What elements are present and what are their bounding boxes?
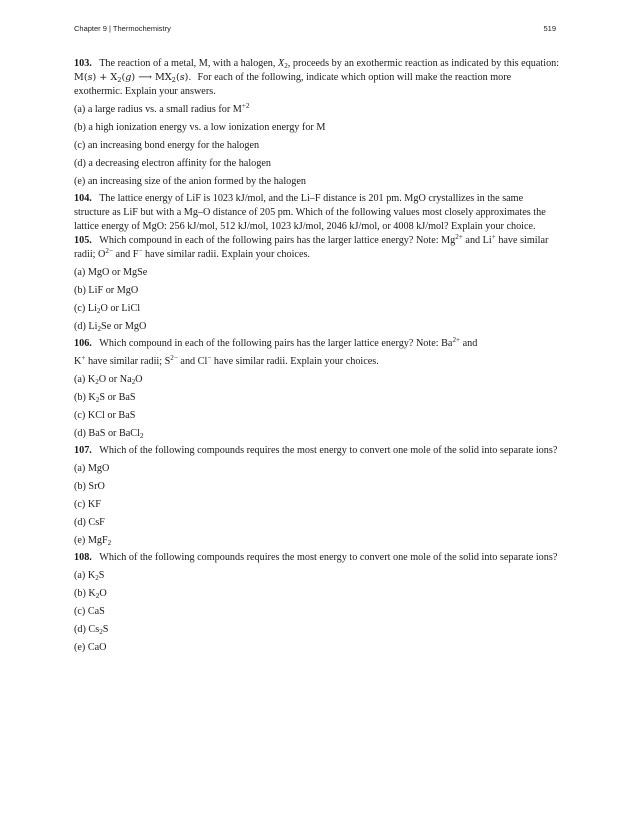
option-103c: (c) an increasing bond energy for the halogen [74, 140, 260, 151]
option-107e: (e) MgF$_2$ [74, 535, 112, 547]
question-number: 106. [74, 338, 92, 349]
option-107d: (d) CsF [74, 517, 105, 528]
option-105b: (b) LiF or MgO [74, 285, 139, 296]
question-number: 107. [74, 445, 92, 456]
option-105d: (d) $Li_2Se$ or MgO [74, 321, 147, 333]
page-header [72, 24, 558, 38]
option-107a: (a) MgO [74, 463, 110, 474]
question-106: 106. Which compound in each of the following pairs has the larger lattice energy? Note: $Ba^{2+}$ and [74, 336, 478, 349]
question-104 [74, 192, 560, 234]
option-108e: (e) CaO [74, 642, 107, 653]
question-108 [74, 551, 560, 565]
question-text: The reaction of a metal, M, with a halogen, [99, 58, 276, 69]
option-103d: (d) a decreasing electron affinity for the halogen [74, 158, 271, 169]
option-108d: (d) $Cs_2S$ [74, 624, 109, 636]
question-103: 103. The reaction of a metal, M, with a halogen, $X_2$, proceeds by an exothermic reaction as indicated by this equation: $M(s) + X_2(g)$ ⟶ $MX_2(s)$. For each of the following, indicate which option will make the reaction more exothermic. Explain your answers. [74, 58, 560, 97]
question-105: 105. Which compound in each of the following pairs has the larger lattice energy? Note: $Mg^{2+}$ and Li+ have similar radii; $O^{2-}$ and F− have similar radii. Explain your choices. [74, 233, 549, 260]
question-text: The lattice energy of LiF is 1023 kJ/mol, and the Li–F distance is 201 pm. MgO crystallizes in the same structure as LiF but with a Mg–O distance of 205 pm. Which of the following values most closely approximates the lattice energy of MgO: 256 kJ/mol, 512 kJ/mol, 1023 kJ/mol, 2046 kJ/mol, or 4008 kJ/mol? Explain your choice. [74, 193, 546, 232]
option-103e: (e) an increasing size of the anion formed by the halogen [74, 176, 306, 187]
chapter-title: Chapter 9 | Thermochemistry [74, 24, 171, 33]
question-107 [74, 444, 560, 458]
page-content [74, 57, 560, 655]
option-107b: (b) SrO [74, 481, 105, 492]
option-106b: (b) $K_2S$ or BaS [74, 392, 136, 404]
option-106d: (d) BaS or BaCl$_2$ [74, 428, 144, 440]
option-108a: (a) $K_2S$ [74, 570, 105, 582]
option-105c: (c) $Li_2O$ or LiCl [74, 303, 141, 315]
question-text: Which of the following compounds requires the most energy to convert one mole of the solid into separate ions? [99, 445, 558, 456]
question-text: Which of the following compounds requires the most energy to convert one mole of the solid into separate ions? [99, 552, 558, 563]
page-number: 519 [543, 24, 556, 33]
question-number: 105. [74, 235, 92, 246]
option-108c: (c) CaS [74, 606, 105, 617]
question-number: 108. [74, 552, 92, 563]
question-number: 103. [74, 58, 92, 69]
question-106-continued: K+ have similar radii; $S^{2-}$ and Cl− have similar radii. Explain your choices. [74, 354, 379, 367]
option-108b: (b) $K_2O$ [74, 588, 107, 600]
option-106a: (a) $K_2O$ or $Na_2O$ [74, 374, 143, 386]
question-number: 104. [74, 193, 92, 204]
option-103a: (a) a large radius vs. a small radius for $M^{+2}$ [74, 102, 250, 115]
option-105a: (a) MgO or MgSe [74, 267, 148, 278]
option-103b: (b) a high ionization energy vs. a low ionization energy for M [74, 122, 326, 133]
halogen-symbol: X [278, 58, 285, 69]
option-106c: (c) KCl or BaS [74, 410, 136, 421]
option-107c: (c) KF [74, 499, 101, 510]
reaction-equation: $M(s) + X_2(g)$ ⟶ $MX_2(s)$. [74, 72, 192, 84]
